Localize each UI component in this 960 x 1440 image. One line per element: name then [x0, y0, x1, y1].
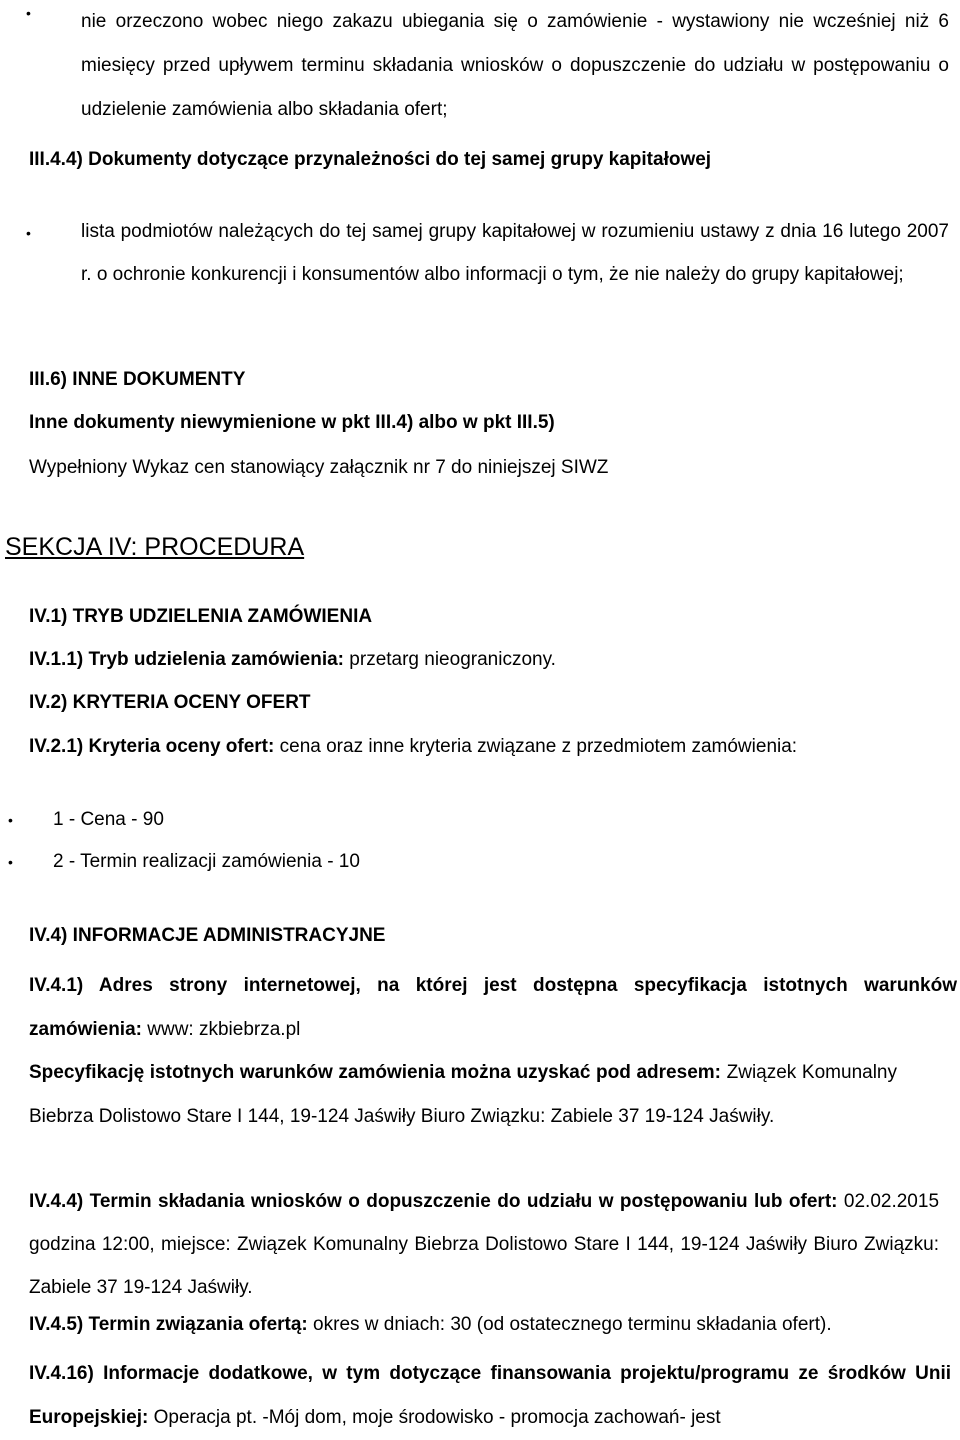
heading-iv-4: IV.4) INFORMACJE ADMINISTRACYJNE [29, 925, 386, 946]
iv-2-1-label: IV.2.1) Kryteria oceny ofert: [29, 736, 275, 757]
iv-4-4-label: IV.4.4) Termin składania wniosków o dopuszczenie do udziału w postępowaniu lub ofert: [29, 1191, 838, 1212]
iv-4-16-paragraph [29, 1352, 951, 1440]
iv-4-4-value: 02.02.2015 godzina 12:00, miejsce: Związek Komunalny Biebrza Dolistowo Stare I 144, 19-124 Jaświły Biuro Związku: Zabiele 37 19-124 Jaświły. [29, 1191, 940, 1298]
bullet-marker: • [8, 812, 13, 828]
bullet-marker: • [8, 854, 13, 870]
criteria-item-price: 1 - Cena - 90 [53, 809, 164, 830]
iv-4-1-label: IV.4.1) Adres strony internetowej, na której jest dostępna specyfikacja istotnych warunków zamówienia: [29, 975, 957, 1040]
iv-4-4-paragraph [29, 1180, 939, 1309]
iv-4-16-label: IV.4.16) Informacje dodatkowe, w tym dotyczące finansowania projektu/programu ze środków Unii Europejskiej: [29, 1363, 951, 1428]
paragraph-exclusion: nie orzeczono wobec niego zakazu ubiegania się o zamówienie - wystawiony nie wcześniej niż 6 miesięcy przed upływem terminu składania wniosków o dopuszczenie do udziału w postępowaniu o udzielenie zamówienia albo składania ofert; [81, 11, 949, 120]
iv-4-5-label: IV.4.5) Termin związania ofertą: [29, 1314, 308, 1335]
specification-address-label: Specyfikację istotnych warunków zamówienia można uzyskać pod adresem: [29, 1062, 721, 1083]
iv-1-1-label: IV.1.1) Tryb udzielenia zamówienia: [29, 649, 345, 670]
paragraph-capital-group: lista podmiotów należących do tej samej grupy kapitałowej w rozumieniu ustawy z dnia 16 lutego 2007 r. o ochronie konkurencji i konsumentów albo informacji o tym, że nie należy do grupy kapitałowej; [81, 221, 949, 285]
iv-4-1-value: www: zkbiebrza.pl [141, 1019, 301, 1040]
heading-iii-4-4: III.4.4) Dokumenty dotyczące przynależności do tej samej grupy kapitałowej [29, 149, 712, 170]
specification-address-paragraph [29, 1051, 897, 1139]
criteria-item-deadline: 2 - Termin realizacji zamówienia - 10 [53, 851, 360, 872]
iv-2-1-line [29, 733, 797, 761]
iv-4-16-value: Operacja pt. -Mój dom, moje środowisko - promocja zachowań- jest [148, 1407, 721, 1428]
bullet-marker: • [26, 225, 31, 241]
heading-other-documents: Inne dokumenty niewymienione w pkt III.4) albo w pkt III.5) [29, 412, 555, 433]
iv-1-1-line [29, 646, 556, 674]
iv-4-5-value: okres w dniach: 30 (od ostatecznego terminu składania ofert). [307, 1314, 832, 1335]
iv-2-1-value: cena oraz inne kryteria związane z przedmiotem zamówienia: [274, 736, 798, 757]
specification-address-value: Związek Komunalny Biebrza Dolistowo Stare I 144, 19-124 Jaświły Biuro Związku: Zabiele 37 19-124 Jaświły. [29, 1062, 897, 1127]
paragraph-price-list: Wypełniony Wykaz cen stanowiący załącznik nr 7 do niniejszej SIWZ [29, 457, 609, 478]
section-title: SEKCJA IV: PROCEDURA [5, 533, 305, 561]
iv-1-1-value: przetarg nieograniczony. [344, 649, 556, 670]
bullet-marker: • [26, 5, 31, 21]
heading-iv-1: IV.1) TRYB UDZIELENIA ZAMÓWIENIA [29, 606, 373, 627]
heading-iii-6: III.6) INNE DOKUMENTY [29, 369, 246, 390]
iv-4-5-line [29, 1311, 832, 1339]
iv-4-1-paragraph [29, 964, 957, 1052]
heading-iv-2: IV.2) KRYTERIA OCENY OFERT [29, 692, 311, 713]
